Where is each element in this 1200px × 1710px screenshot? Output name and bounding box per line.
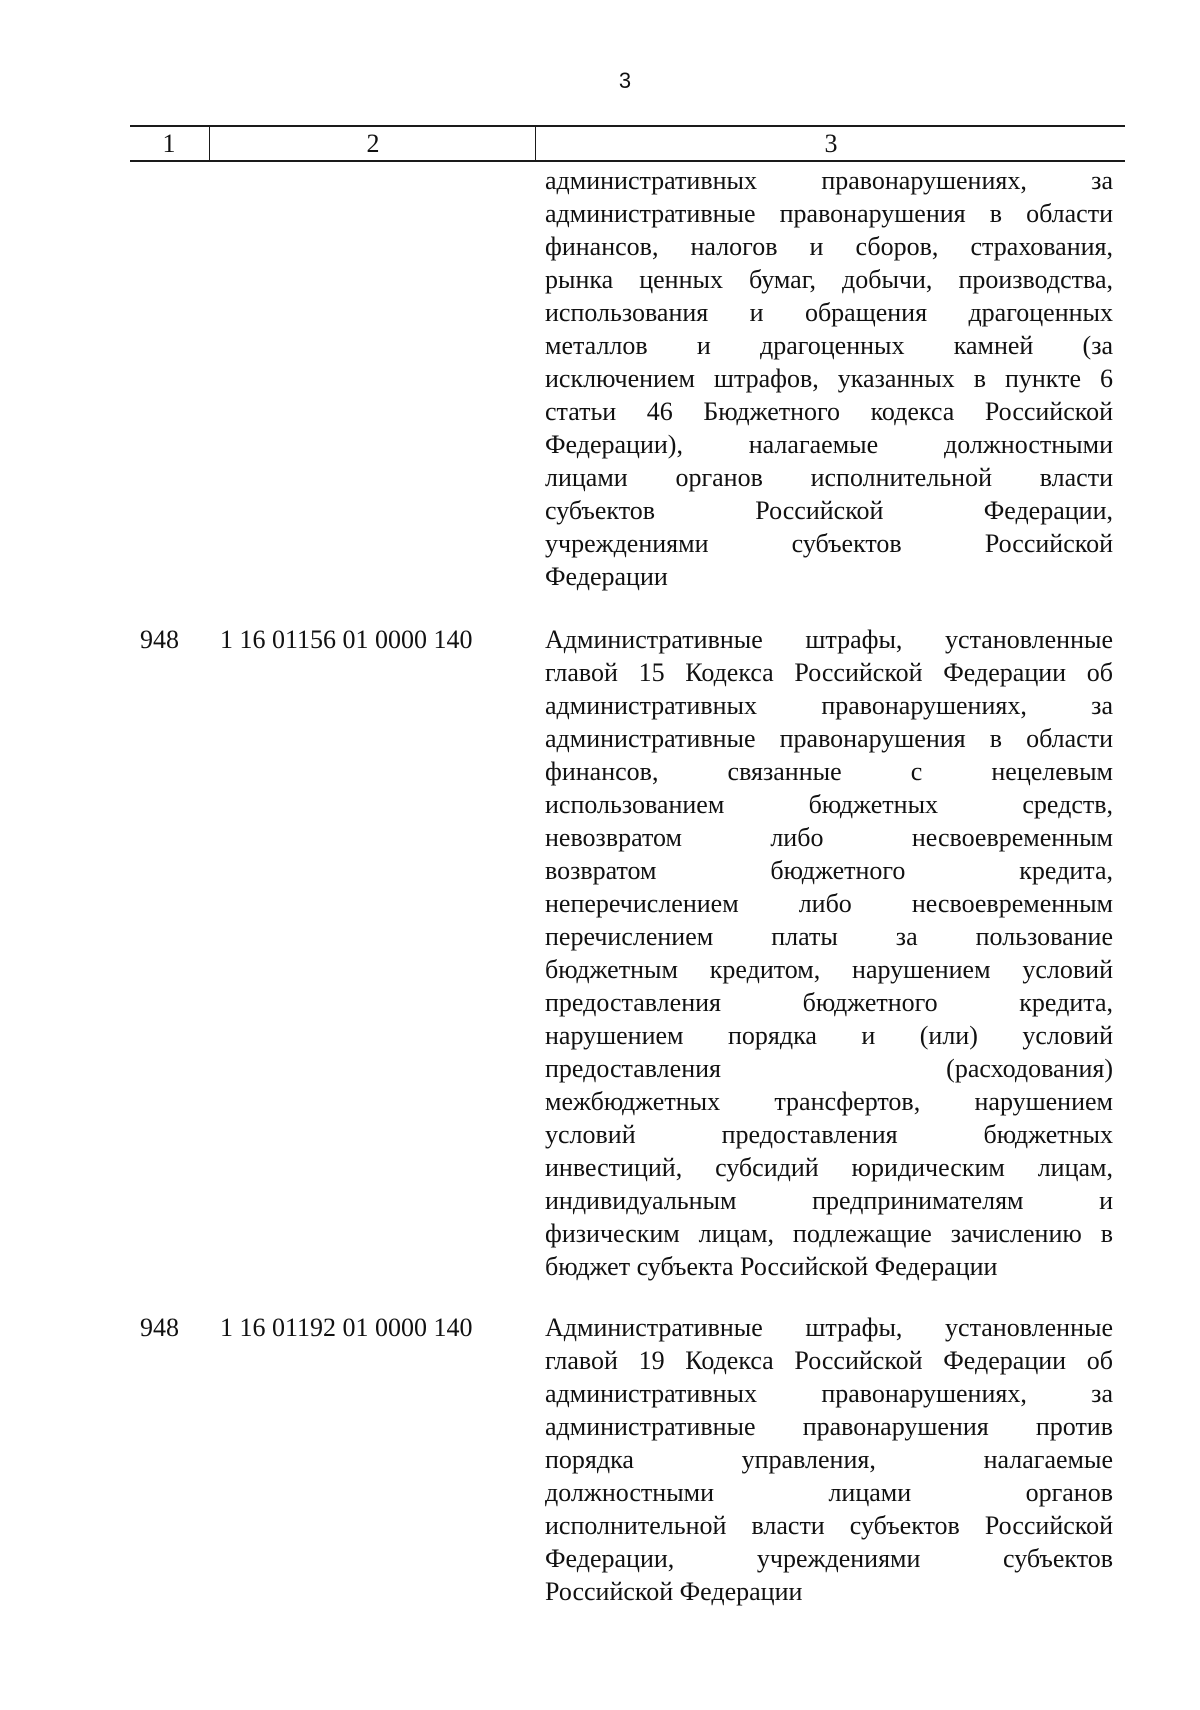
description-line: административные правонарушения в области xyxy=(545,724,1113,753)
description-line: статьи 46 Бюджетного кодекса Российской xyxy=(545,397,1113,426)
admin-code: 948 xyxy=(140,1313,179,1342)
description-line: порядка управления, налагаемые xyxy=(545,1445,1113,1474)
description-line: административных правонарушениях, за xyxy=(545,166,1113,195)
description-line: бюджетным кредитом, нарушением условий xyxy=(545,955,1113,984)
description-line: административных правонарушениях, за xyxy=(545,1379,1113,1408)
description-line: рынка ценных бумаг, добычи, производства, xyxy=(545,265,1113,294)
header-col-3: 3 xyxy=(535,127,1126,160)
description-line: металлов и драгоценных камней (за xyxy=(545,331,1113,360)
description-line: Административные штрафы, установленные xyxy=(545,625,1113,654)
table-row-description xyxy=(545,623,1113,1283)
description-line: лицами органов исполнительной власти xyxy=(545,463,1113,492)
description-line: Федерации), налагаемые должностными xyxy=(545,430,1113,459)
description-line: нарушением порядка и (или) условий xyxy=(545,1021,1113,1050)
description-line: индивидуальным предпринимателям и xyxy=(545,1186,1113,1215)
description-line: финансов, связанные с нецелевым xyxy=(545,757,1113,786)
description-line: невозвратом либо несвоевременным xyxy=(545,823,1113,852)
description-line: возвратом бюджетного кредита, xyxy=(545,856,1113,885)
description-line: главой 15 Кодекса Российской Федерации об xyxy=(545,658,1113,687)
description-line: использованием бюджетных средств, xyxy=(545,790,1113,819)
kbk-code: 1 16 01192 01 0000 140 xyxy=(220,1313,473,1342)
description-line: использования и обращения драгоценных xyxy=(545,298,1113,327)
description-line: административные правонарушения против xyxy=(545,1412,1113,1441)
description-line: исключением штрафов, указанных в пункте 6 xyxy=(545,364,1113,393)
description-line: перечислением платы за пользование xyxy=(545,922,1113,951)
page-number: 3 xyxy=(618,68,632,93)
kbk-code: 1 16 01156 01 0000 140 xyxy=(220,625,473,654)
description-line: главой 19 Кодекса Российской Федерации об xyxy=(545,1346,1113,1375)
description-line: должностными лицами органов xyxy=(545,1478,1113,1507)
header-col-2: 2 xyxy=(209,127,536,160)
description-line: учреждениями субъектов Российской xyxy=(545,529,1113,558)
description-line: Федерации xyxy=(545,562,668,591)
table-row-description xyxy=(545,164,1113,593)
description-line: инвестиций, субсидий юридическим лицам, xyxy=(545,1153,1113,1182)
description-line: субъектов Российской Федерации, xyxy=(545,496,1113,525)
table-header xyxy=(130,125,1125,162)
description-line: физическим лицам, подлежащие зачислению в xyxy=(545,1219,1113,1248)
description-line: неперечислением либо несвоевременным xyxy=(545,889,1113,918)
admin-code: 948 xyxy=(140,625,179,654)
description-line: Российской Федерации xyxy=(545,1577,803,1606)
table-row-description xyxy=(545,1311,1113,1608)
description-line: предоставления бюджетного кредита, xyxy=(545,988,1113,1017)
description-line: административных правонарушениях, за xyxy=(545,691,1113,720)
header-col-1: 1 xyxy=(162,129,176,158)
description-line: Федерации, учреждениями субъектов xyxy=(545,1544,1113,1573)
description-line: финансов, налогов и сборов, страхования, xyxy=(545,232,1113,261)
description-line: межбюджетных трансфертов, нарушением xyxy=(545,1087,1113,1116)
description-line: бюджет субъекта Российской Федерации xyxy=(545,1252,998,1281)
description-line: условий предоставления бюджетных xyxy=(545,1120,1113,1149)
description-line: предоставления (расходования) xyxy=(545,1054,1113,1083)
description-line: Административные штрафы, установленные xyxy=(545,1313,1113,1342)
description-line: административные правонарушения в области xyxy=(545,199,1113,228)
description-line: исполнительной власти субъектов Российской xyxy=(545,1511,1113,1540)
